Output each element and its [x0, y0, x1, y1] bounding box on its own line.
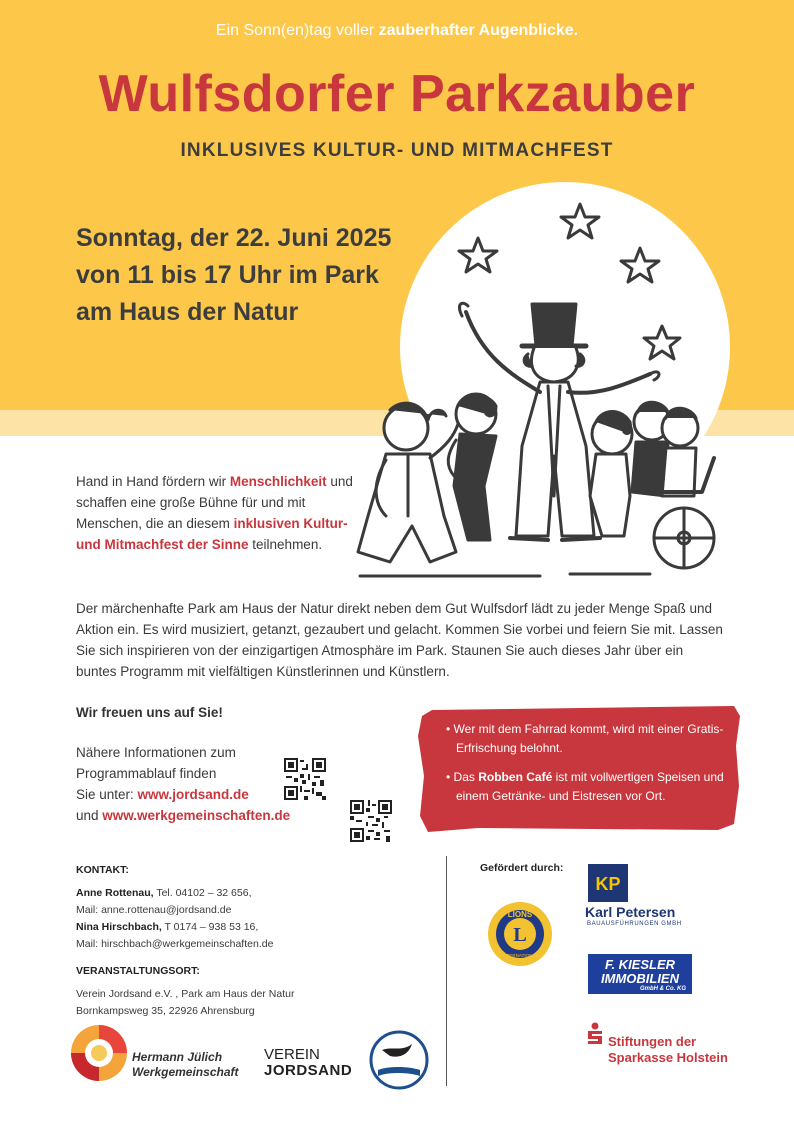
- event-time: von 11 bis 17 Uhr im Park: [76, 261, 379, 289]
- star-icon: [621, 248, 659, 282]
- welcome-text: Wir freuen uns auf Sie!: [76, 705, 223, 720]
- page-subtitle: INKLUSIVES KULTUR- UND MITMACHFEST: [180, 140, 614, 161]
- page-title: Wulfsdorfer Parkzauber: [98, 65, 696, 123]
- star-icon: [561, 204, 599, 238]
- karl-petersen-name: Karl Petersen: [585, 904, 676, 920]
- kiesler-immobilien-logo: F. KIESLER IMMOBILIEN GmbH & Co. KG: [588, 954, 692, 994]
- intro-paragraph: Hand in Hand fördern wir Menschlichkeit und schaffen eine große Bühne für und mit Menschen, die an diesem inklusiven Kultur- und Mitmachfest der Sinne teilnehmen.: [76, 474, 353, 552]
- svg-text:KP: KP: [595, 874, 621, 894]
- sparkasse-text: Stiftungen der Sparkasse Holstein: [608, 1034, 728, 1065]
- lions-club-logo: [486, 900, 554, 968]
- svg-text:INTERNATIONAL: INTERNATIONAL: [502, 953, 538, 958]
- link-werkgemeinschaften[interactable]: www.werkgemeinschaften.de: [102, 808, 291, 823]
- sparkasse-icon: [586, 1022, 604, 1046]
- karl-petersen-sub: BAUAUSFÜHRUNGEN GMBH: [587, 921, 682, 927]
- highlight-box-text: [446, 720, 736, 816]
- note-cafe: • Das Robben Café ist mit vollwertigen Speisen und einem Getränke- und Eistresen vor Ort.: [446, 770, 724, 803]
- verein-jordsand-text: VEREIN JORDSAND: [264, 1046, 353, 1079]
- svg-text:L: L: [513, 924, 527, 946]
- karl-petersen-logo: [588, 864, 628, 902]
- footer-divider: [446, 856, 447, 1086]
- info-block: Nähere Informationen zum Programmablauf finden Sie unter: www.jordsand.de und www.werkgemeinschaften.de: [76, 745, 291, 823]
- event-date: Sonntag, der 22. Juni 2025: [76, 224, 392, 252]
- description-paragraph: Der märchenhafte Park am Haus der Natur direkt neben dem Gut Wulfsdorf lädt zu jeder Menge Spaß und Aktion ein. Es wird musiziert, getanzt, gezaubert und gelacht. Kommen Sie vorbei und feiern Sie mit. Lassen Sie sich inspirieren von der einzigartigen Atmosphäre im Park. Staunen Sie auch dieses Jahr über ein buntes Programm mit vielfältigen Künstlerinnen und Künstlern.: [76, 601, 723, 679]
- link-jordsand[interactable]: www.jordsand.de: [137, 787, 249, 802]
- tagline: Ein Sonn(en)tag voller zauberhafter Augenblicke.: [215, 22, 579, 39]
- hermann-juelich-logo-icon: [68, 1022, 130, 1084]
- event-location: am Haus der Natur: [76, 298, 299, 326]
- star-icon: [644, 326, 680, 359]
- star-icon: [459, 238, 497, 272]
- hermann-juelich-text: Hermann Jülich Werkgemeinschaft: [132, 1050, 239, 1079]
- event-date-block: [76, 220, 391, 331]
- contact-block: KONTAKT: Anne Rottenau, Tel. 04102 – 32 656, Mail: anne.rottenau@jordsand.de Nina Hirschbach, T 0174 – 938 53 16, Mail: hirschbach@werkgemeinschaften.de VERANSTALTUNGSORT: Verein Jordsand e.V. , Park am Haus der Natur Bornkampsweg 35, 22926 Ahrensburg: [76, 864, 295, 1017]
- qr-code-jordsand[interactable]: [284, 758, 326, 800]
- qr-code-werkgemeinschaften[interactable]: [350, 800, 392, 842]
- svg-text:LIONS: LIONS: [507, 910, 533, 919]
- jordsand-bird-logo: [368, 1030, 430, 1090]
- note-bicycle: • Wer mit dem Fahrrad kommt, wird mit einer Gratis-Erfrischung belohnt.: [446, 722, 724, 755]
- magician-illustration: [350, 196, 720, 586]
- sponsors-heading: Gefördert durch:: [480, 862, 564, 874]
